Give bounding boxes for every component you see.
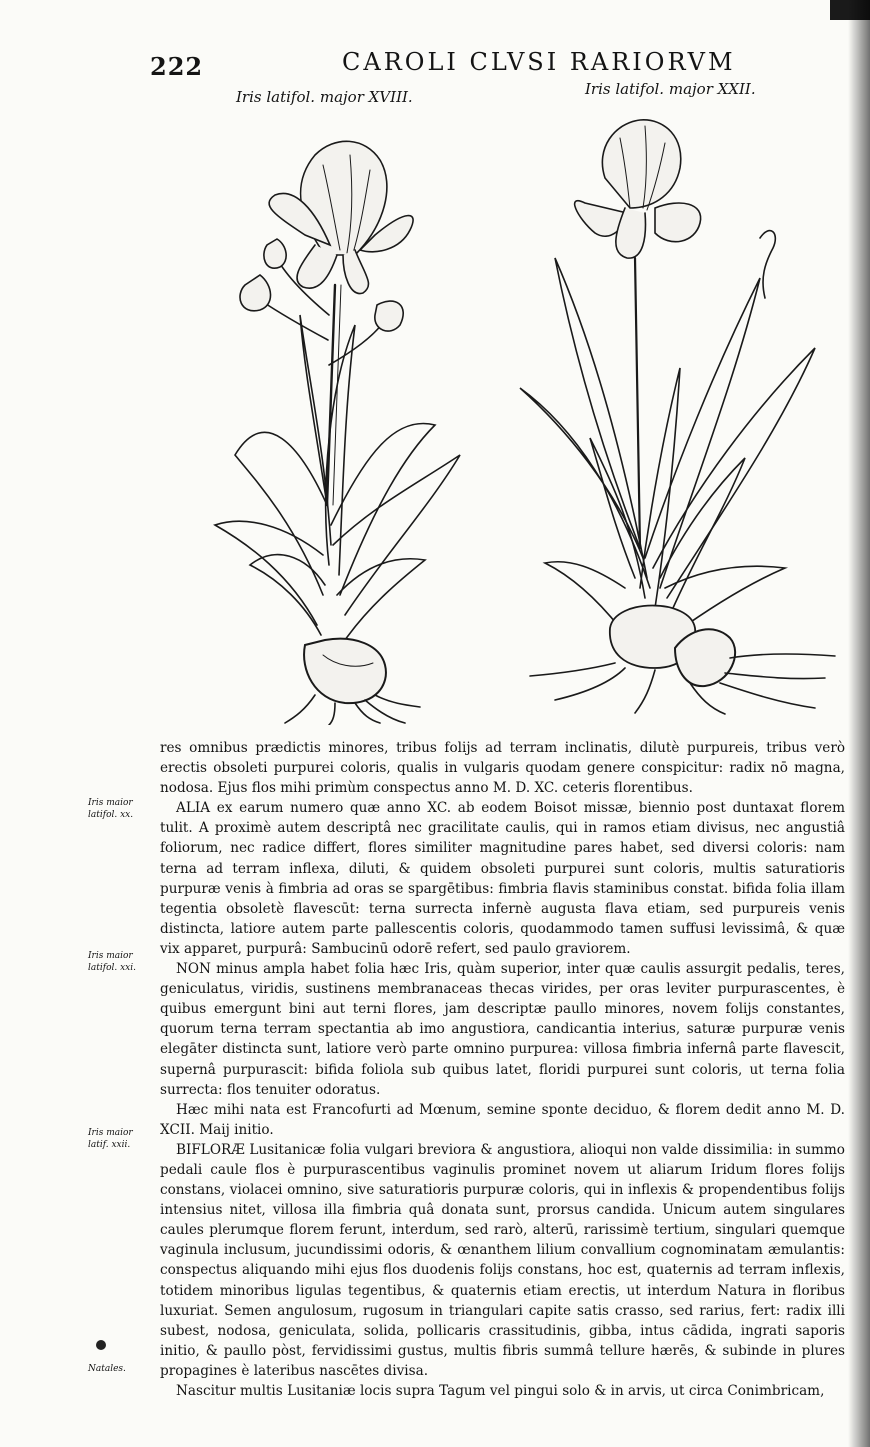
paragraph-natales: Nascitur multis Lusitaniæ locis supra Tagum vel pingui solo & in arvis, ut circa Conimbricam,	[176, 1383, 825, 1399]
iris-woodcut-left	[205, 125, 470, 725]
margin-note-natales: Natales.	[88, 1364, 126, 1374]
margin-note-iris-xxii: Iris maior latif. xxii.	[88, 1128, 133, 1150]
paragraph-continuation: res omnibus prædictis minores, tribus folijs ad terram inclinatis, dilutè purpureis, tribus verò erectis obsoleti purpurei coloris, qualis in vulgaris quodam genere conspicitur: radix nō magna, nodosa. Ejus flos mihi primùm conspectus anno M. D. XC. ceteris florentibus.	[160, 740, 845, 797]
page-number: 222	[150, 52, 204, 81]
figure-caption-left: Iris latifol. major XVIII.	[236, 88, 413, 106]
body-text	[160, 738, 845, 1401]
running-title: CAROLI CLVSI RARIORVM	[342, 48, 736, 76]
ink-blot	[96, 1340, 106, 1350]
margin-note-iris-xx: Iris maior latifol. xx.	[88, 798, 134, 820]
paragraph-iris-xxi: NON minus ampla habet folia hæc Iris, quàm superior, inter quæ caulis assurgit pedalis, teres, geniculatus, viridis, sustinens membranaceas thecas virides, per oras leviter purpurascentes, è quibus emergunt bini aut terni flores, jam descriptæ paullo minores, novem folijs constantes, quorum terna terram spectantia ab imo angustiora, candicantia interius, saturæ purpuræ venis elegāter distincta sunt, latiore verò parte omnino purpurea: villosa fimbria infernâ parte flavescit, supernâ purpurascit: bifida foliola sub quibus latet, floridi purpurei sunt coloris, ut terna folia surrecta: flos tenuiter odoratus.	[160, 961, 845, 1098]
scan-edge-shadow	[848, 0, 870, 1447]
paragraph-biflorae: BIFLORÆ Lusitanicæ folia vulgari breviora & angustiora, alioqui non valde dissimilia: in summo pedali caule flos è purpurascentibus vaginulis prominet novem ut aliarum Iridum flores folijs constans, violacei omnino, sive saturatioris purpuræ coloris, qui in inflexis & propendentibus folijs intensius nitet, villosa illa fimbria quâ donata sunt, prorsus candida. Unicum autem singulares caules plerumque florem ferunt, interdum, sed rarò, alterū, rarissimè tertium, singulari quemque vaginula inclusum, jucundissimi odoris, & œnanthem lilium convallium cognominatam æmulantis: conspectus aliquando mihi ejus flos duodenis folijs constans, hoc est, quaternis ad terram inflexis, totidem minoribus ligulas tegentibus, & quaternis etiam erectis, ut interdum Natura in floribus luxuriat. Semen angulosum, rugosum in triangulari capite satis crasso, sed rarius, fert: radix illi subest, nodosa, geniculata, solida, pollicaris crassitudinis, gibba, intus cādida, ingrati saporis initio, & paullo pòst, fervidissimi gustus, multis fibris summâ tellure hærēs, & subinde in plures propagines è lateribus nascētes divisa.	[160, 1141, 845, 1379]
paragraph-iris-xx: ALIA ex earum numero quæ anno XC. ab eodem Boisot missæ, biennio post duntaxat florem tulit. A proximè autem descriptâ nec gracilitate caulis, qui in ramos etiam divisus, nec angustiâ foliorum, nec radice differt, flores similiter magnitudine pares habet, sed diversi coloris: nam terna ad terram inflexa, diluti, & quidem obsoleti purpurei sunt coloris, multis saturatioris purpuræ venis à fimbria ad oras se spargētibus: fimbria flavis staminibus constat. bifida folia illam tegentia obsoletè flavescūt: terna surrecta infernè augusta flava etiam, sed purpureis venis distincta, latiore autem parte pallescentis coloris, quodammodo tamen suffusi levissimâ, & quæ vix apparet, purpurâ: Sambucinū odorē refert, sed paulo graviorem.	[160, 800, 845, 957]
margin-note-iris-xxi: Iris maior latifol. xxi.	[88, 951, 136, 973]
paragraph-francofurti: Hæc mihi nata est Francofurti ad Mœnum, semine sponte deciduo, & florem dedit anno M. D. XCII. Maij initio.	[160, 1101, 845, 1138]
iris-woodcut-right	[515, 108, 840, 718]
figure-caption-right: Iris latifol. major XXII.	[585, 80, 756, 98]
